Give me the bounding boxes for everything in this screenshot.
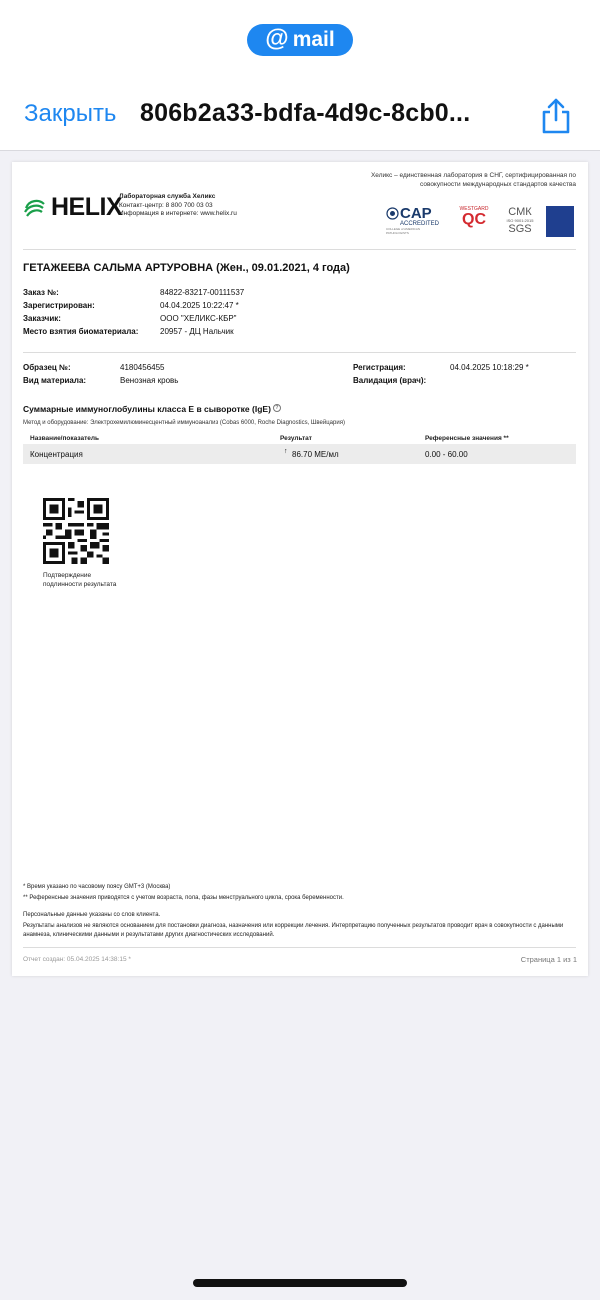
lab-contact: Контакт-центр: 8 800 700 03 03 — [119, 201, 213, 209]
registration-label: Регистрация: — [353, 363, 406, 372]
row-ref: 0.00 - 60.00 — [425, 450, 468, 459]
table-row — [23, 444, 576, 464]
lab-name: Лабораторная служба Хеликс — [119, 193, 216, 200]
smk-sgs-logo — [505, 206, 535, 235]
qc-label: QC — [462, 211, 486, 228]
westgard-qc-logo — [456, 206, 492, 228]
row-name: Концентрация — [30, 450, 83, 459]
help-icon[interactable]: ? — [273, 404, 281, 412]
lab-info — [119, 193, 237, 219]
divider — [23, 249, 576, 250]
share-icon — [538, 96, 574, 136]
test-title — [23, 404, 281, 414]
registration-value: 04.04.2025 10:18:29 * — [450, 363, 529, 372]
home-indicator[interactable] — [193, 1279, 407, 1287]
col-header-name: Название/показатель — [30, 435, 100, 442]
patient-name: ГЕТАЖЕЕВА САЛЬМА АРТУРОВНА (Жен., 09.01.2021, 4 года) — [23, 262, 350, 274]
westgard-label: WESTGARD — [459, 206, 489, 212]
brand-label: mail — [292, 28, 335, 51]
cap-main: CAP — [400, 205, 432, 222]
customer-value: ООО "ХЕЛИКС-КБР" — [160, 314, 237, 323]
report-document — [12, 162, 588, 976]
document-title: 806b2a33-bdfa-4d9c-8cb0... — [140, 99, 471, 127]
cap-small: COLLEGE of AMERICAN PATHOLOGISTS — [386, 227, 421, 235]
note-reference: ** Референсные значения приводятся с учетом возраста, пола, фазы менструального цикла, срока беременности. — [23, 895, 344, 901]
note-personal-data: Персональные данные указаны со слов клиента. — [23, 912, 161, 918]
at-icon: @ — [265, 25, 289, 52]
order-label: Заказ №: — [23, 288, 59, 297]
cap-accredited-logo — [386, 206, 442, 235]
row-flag-icon: ↑ — [284, 448, 288, 455]
col-header-ref: Референсные значения ** — [425, 435, 509, 442]
place-value: 20957 - ДЦ Нальчик — [160, 327, 234, 336]
share-button[interactable] — [538, 96, 574, 136]
cap-emblem-icon — [386, 207, 399, 220]
lab-website: Информация в интернете: www.helix.ru — [119, 210, 237, 217]
report-created: Отчет создан: 05.04.2025 14:38:15 * — [23, 956, 131, 963]
customer-label: Заказчик: — [23, 314, 61, 323]
divider — [23, 352, 576, 353]
qr-code — [43, 498, 109, 564]
smk-bottom: SGS — [508, 223, 532, 235]
material-value: Венозная кровь — [120, 376, 179, 385]
qr-caption — [43, 571, 116, 589]
qr-caption-line-2: подлинности результата — [43, 581, 117, 588]
row-result: 86.70 МЕ/мл — [292, 450, 339, 459]
certification-logos — [386, 206, 576, 238]
close-button[interactable]: Закрыть — [24, 100, 117, 127]
registered-label: Зарегистрирован: — [23, 301, 95, 310]
mail-brand-badge — [247, 24, 353, 56]
registered-value: 04.04.2025 10:22:47 * — [160, 301, 239, 310]
sample-label: Образец №: — [23, 363, 71, 372]
certification-text: Хеликс – единственная лаборатория в СНГ, сертифицированная по совокупности международных стандартов качества — [370, 172, 576, 188]
validation-label: Валидация (врач): — [353, 376, 427, 385]
order-value: 84822-83217-00111537 — [160, 288, 245, 297]
sample-value: 4180456455 — [120, 363, 165, 372]
test-method: Метод и оборудование: Электрохемилюминесцентный иммуноанализ (Cobas 6000, Roche Diagnostics, Швейцария) — [23, 420, 345, 426]
place-label: Место взятия биоматериала: — [23, 327, 139, 336]
smk-top: СМК — [508, 206, 532, 218]
helix-logo — [23, 193, 122, 222]
top-bar — [0, 0, 600, 151]
divider — [23, 947, 576, 948]
helix-logo-icon — [23, 197, 47, 219]
material-label: Вид материала: — [23, 376, 87, 385]
qr-caption-line-1: Подтверждение — [43, 572, 92, 579]
smk-iso: ISO 9001:2015 — [506, 218, 534, 223]
note-disclaimer: Результаты анализов не являются основанием для постановки диагноза, назначения или коррекции лечения. Интерпретацию полученных результатов проводит врач в совокупности с данными анамнеза, клиническими данными и результатами других диагностических исследований. — [23, 923, 564, 938]
quality-badge-icon — [546, 206, 574, 237]
col-header-result: Результат — [280, 435, 312, 442]
test-title-text: Суммарные иммуноглобулины класса Е в сыворотке (IgE) — [23, 404, 271, 414]
note-timezone: * Время указано по часовому поясу GMT+3 (Москва) — [23, 884, 171, 890]
helix-logo-text: HELIX — [51, 193, 123, 221]
cap-sub: ACCREDITED — [400, 221, 440, 227]
order-info — [23, 288, 423, 340]
page-number: Страница 1 из 1 — [520, 955, 577, 964]
sample-info — [23, 363, 576, 389]
